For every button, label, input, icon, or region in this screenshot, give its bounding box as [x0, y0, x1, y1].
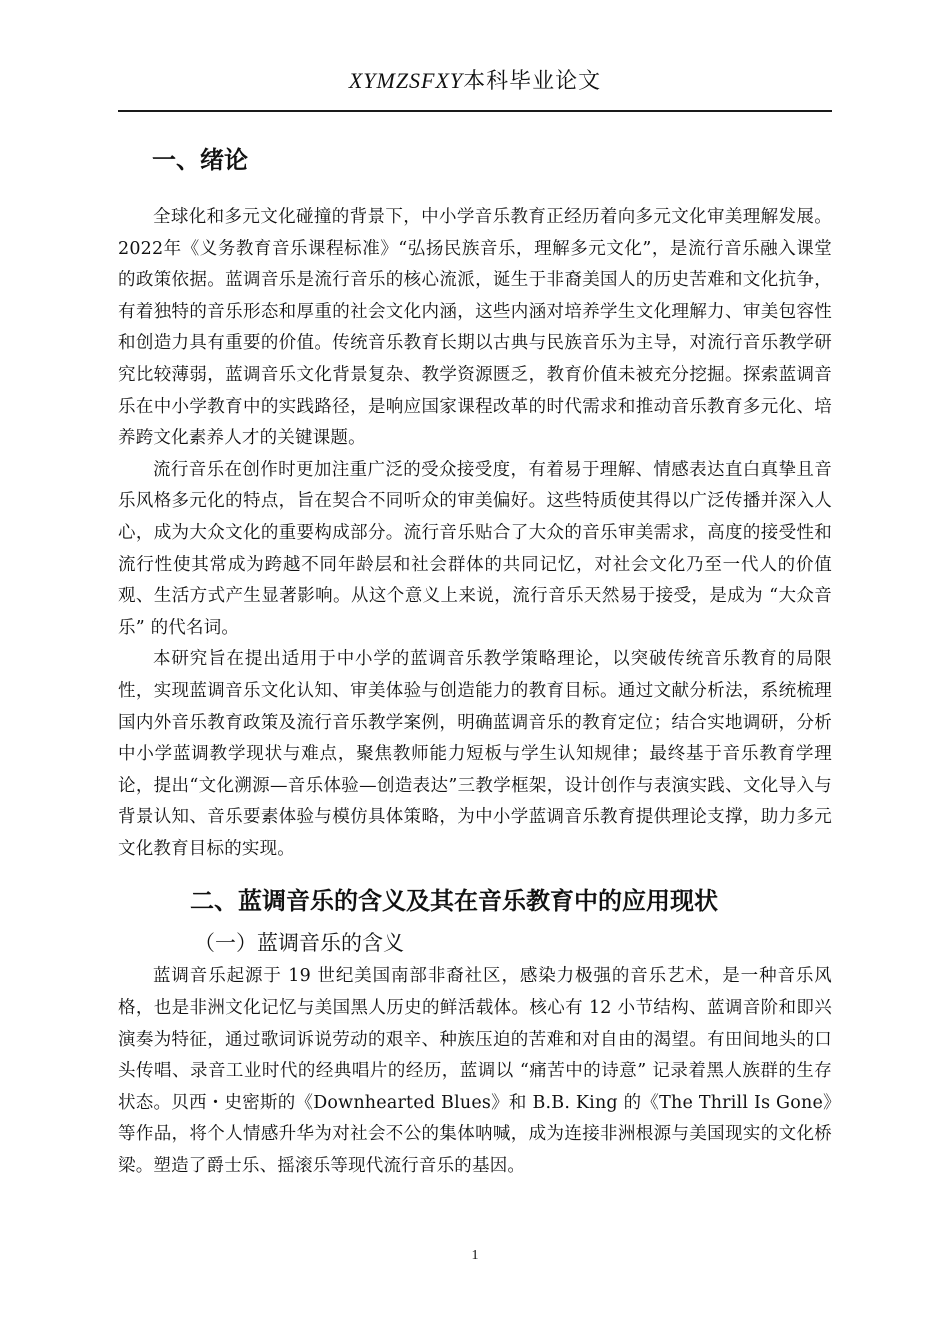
page-number: 1 — [471, 1248, 479, 1263]
section-heading-introduction: 一、绪论 — [152, 146, 248, 174]
header-rule — [118, 110, 832, 112]
header-school-code: XYMZSFXY — [348, 68, 464, 93]
section-heading-blues: 二、蓝调音乐的含义及其在音乐教育中的应用现状 — [190, 887, 718, 916]
paragraph: 流行音乐在创作时更加注重广泛的受众接受度，有着易于理解、情感表达直白真挚且音乐风格多元化的特点，旨在契合不同听众的审美偏好。这些特质使其得以广泛传播并深入人心，成为大众文化的重要构成部分。流行音乐贴合了大众的音乐审美需求，高度的接受性和流行性使其常成为跨越不同年龄层和社会群体的共同记忆，对社会文化乃至一代人的价值观、生活方式产生显著影响。从这个意义上来说，流行音乐天然易于接受，是成为 “大众音乐” 的代名词。 — [118, 459, 832, 638]
header-title: 本科毕业论文 — [463, 69, 602, 94]
paragraph: 蓝调音乐起源于 19 世纪美国南部非裔社区，感染力极强的音乐艺术，是一种音乐风格，也是非洲文化记忆与美国黑人历史的鲜活载体。核心有 12 小节结构、蓝调音阶和即兴演奏为特征，通过歌词诉说劳动的艰辛、种族压迫的苦难和对自由的渴望。有田间地头的口头传唱、录音工业时代的经典唱片的经历，蓝调以 “痛苦中的诗意” 记录着黑人族群的生存状态。贝西・史密斯的《Downhearted Blues》和 B.B. King 的《The Thrill Is Gone》等作品，将个人情感升华为对社会不公的集体呐喊，成为连接非洲根源与美国现实的文化桥梁。塑造了爵士乐、摇滚乐等现代流行音乐的基因。 — [118, 966, 832, 1177]
page-header — [118, 64, 832, 95]
paragraph: 全球化和多元文化碰撞的背景下，中小学音乐教育正经历着向多元文化审美理解发展。2022年《义务教育音乐课程标准》“弘扬民族音乐，理解多元文化”，是流行音乐融入课堂的政策依据。蓝调音乐是流行音乐的核心流派，诞生于非裔美国人的历史苦难和文化抗争，有着独特的音乐形态和厚重的社会文化内涵，这些内涵对培养学生文化理解力、审美包容性和创造力具有重要的价值。传统音乐教育长期以古典与民族音乐为主导，对流行音乐教学研究比较薄弱，蓝调音乐文化背景复杂、教学资源匮乏，教育价值未被充分挖掘。探索蓝调音乐在中小学教育中的实践路径，是响应国家课程改革的时代需求和推动音乐教育多元化、培养跨文化素养人才的关键课题。 — [118, 207, 832, 449]
subsection-heading-blues-meaning: （一）蓝调音乐的含义 — [194, 931, 404, 956]
page-body — [118, 140, 832, 1183]
paragraph: 本研究旨在提出适用于中小学的蓝调音乐教学策略理论，以突破传统音乐教育的局限性，实现蓝调音乐文化认知、审美体验与创造能力的教育目标。通过文献分析法，系统梳理国内外音乐教育政策及流行音乐教学案例，明确蓝调音乐的教育定位；结合实地调研，分析中小学蓝调教学现状与难点，聚焦教师能力短板与学生认知规律；最终基于音乐教育学理论，提出“文化溯源—音乐体验—创造表达”三教学框架，设计创作与表演实践、文化导入与背景认知、音乐要素体验与模仿具体策略，为中小学蓝调音乐教育提供理论支撑，助力多元文化教育目标的实现。 — [118, 649, 832, 859]
